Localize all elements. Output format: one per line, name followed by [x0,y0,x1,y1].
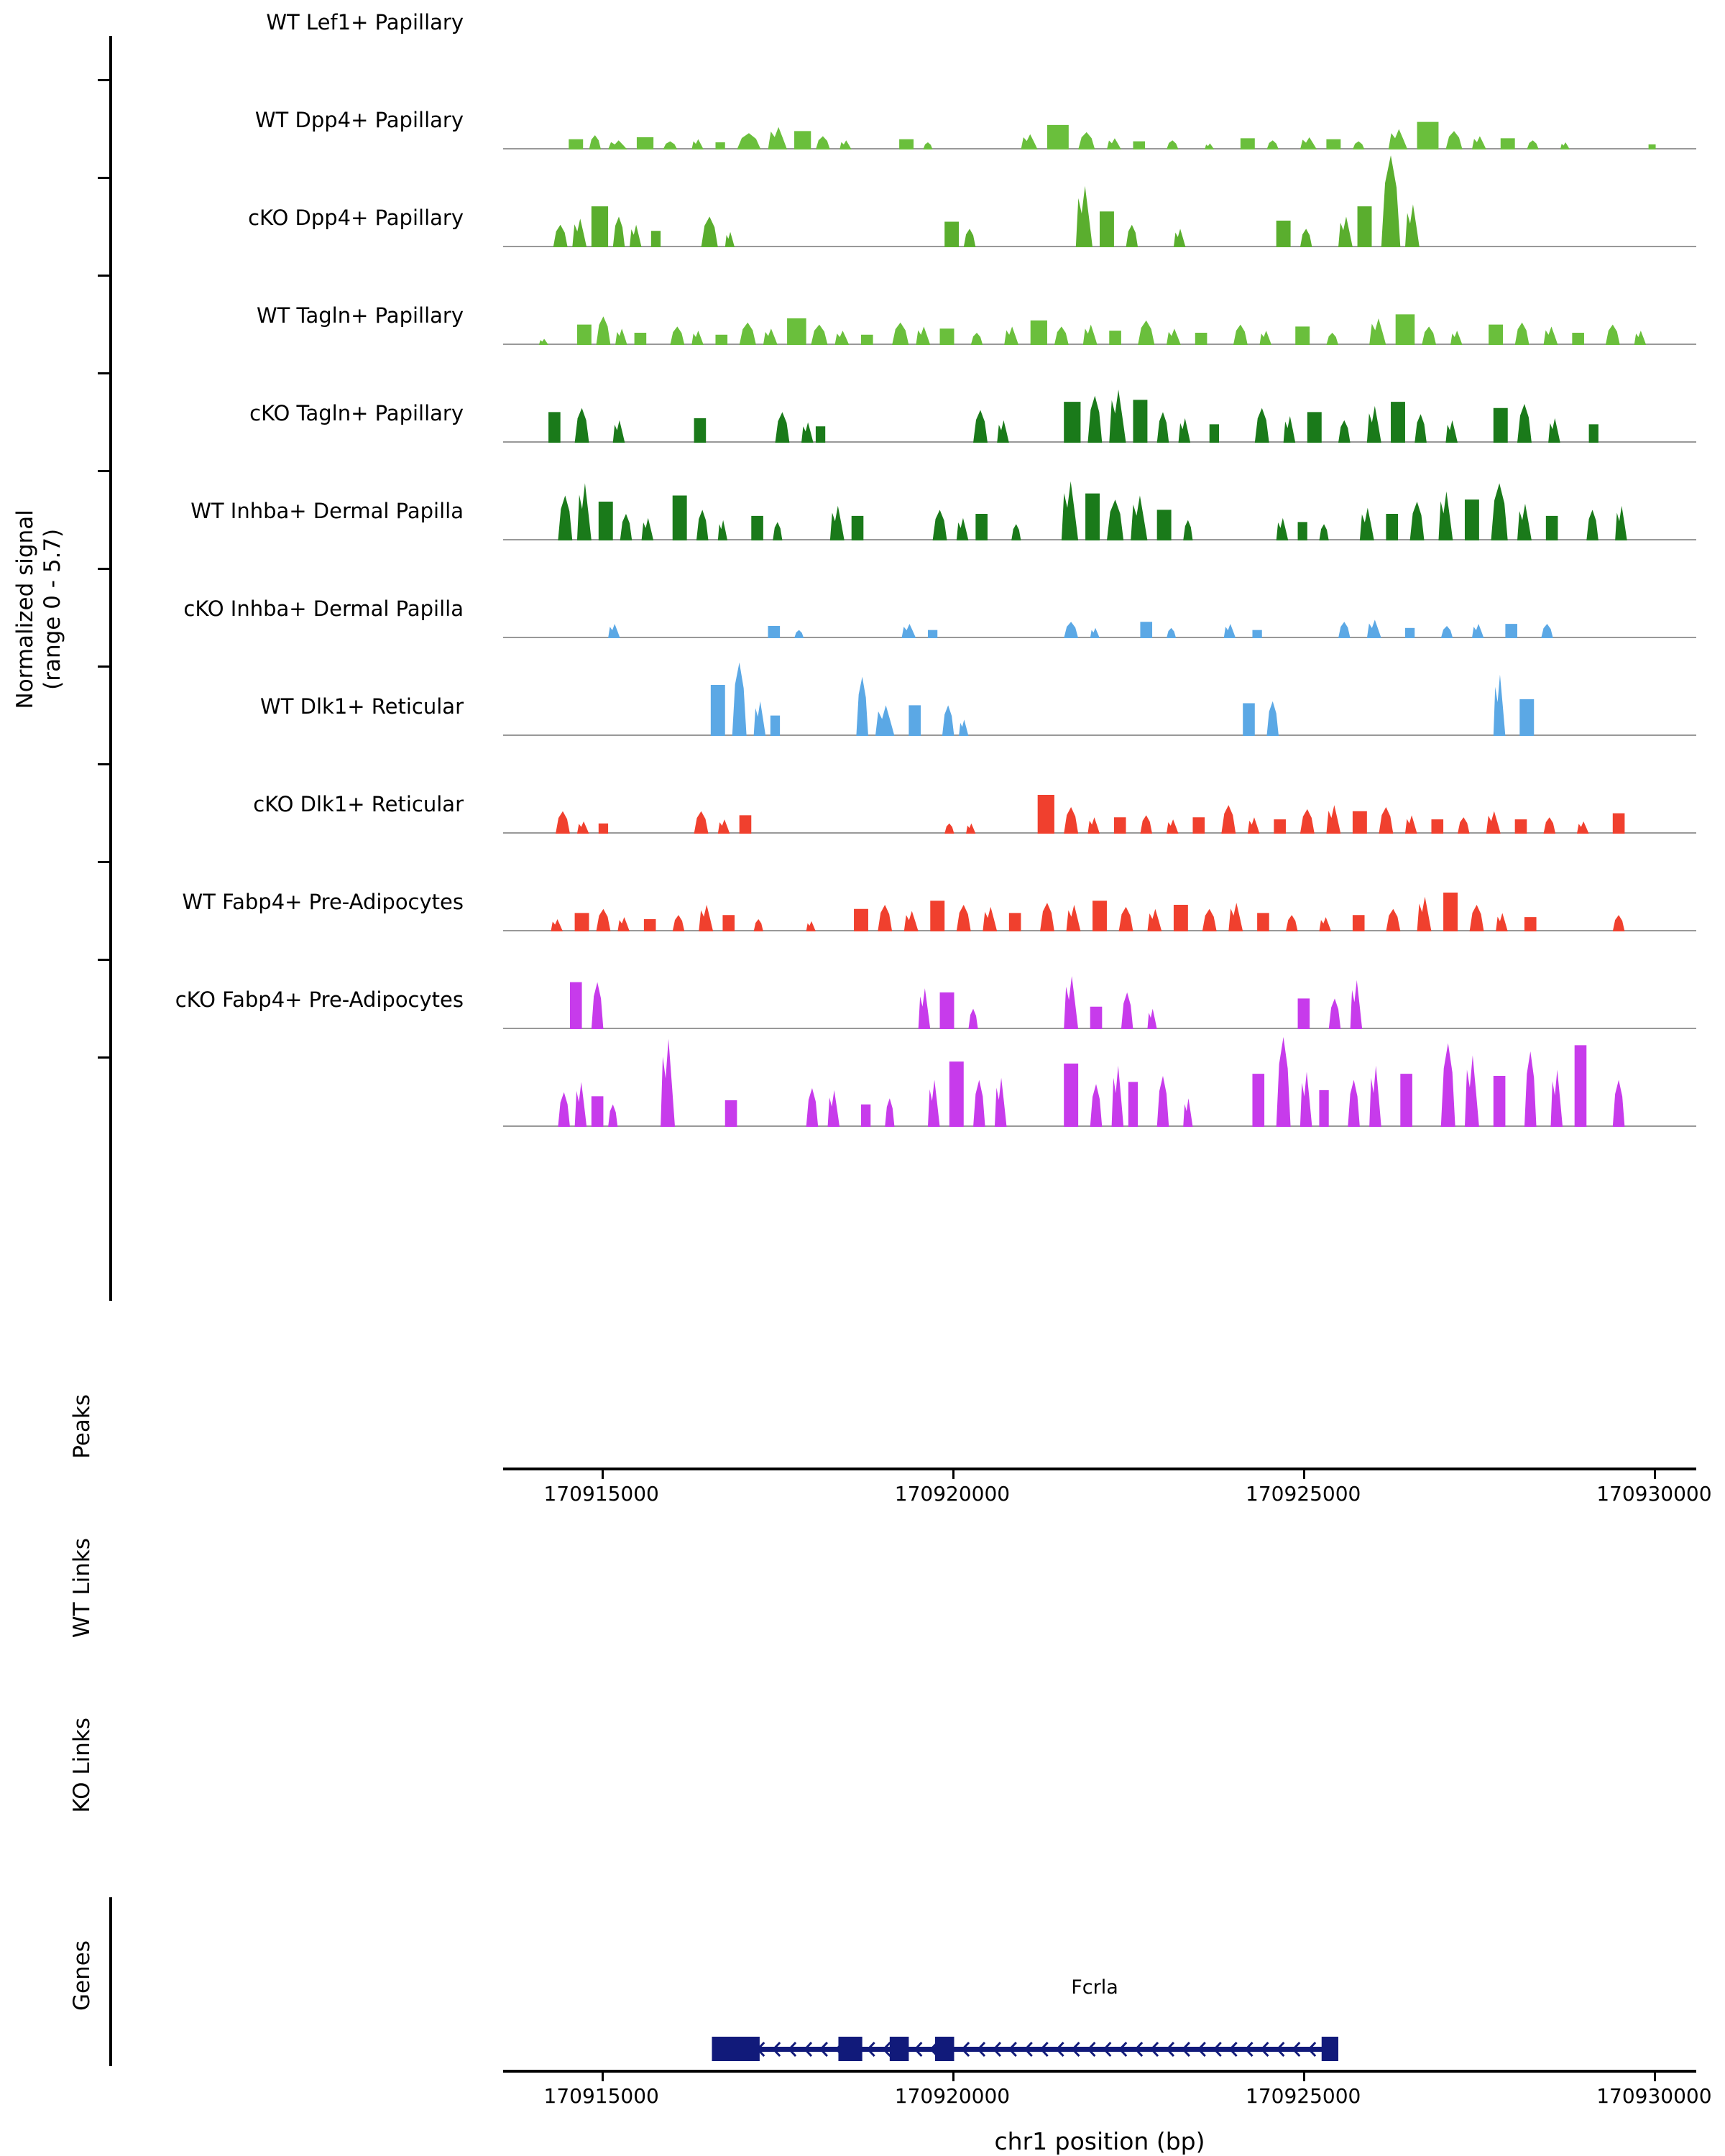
track-label: WT Fabp4+ Pre-Adipocytes [182,890,464,914]
x-axis-line [503,1468,1712,1506]
track-signal [503,1021,1696,1127]
x-tick-label: 170930000 [1596,1482,1712,1506]
y-axis-title-line1: Normalized signal [12,510,39,709]
track-signal [503,923,1696,1029]
track-signal [503,532,1696,638]
track-label: cKO Dlk1+ Reticular [253,792,464,816]
gene-exon [712,2037,760,2061]
x-tick-label: 170925000 [1246,1482,1361,1506]
track-signal [503,727,1696,834]
track-signal [503,239,1696,345]
track-label: cKO Fabp4+ Pre-Adipocytes [175,987,464,1012]
section-label-ko-links: KO Links [69,1718,95,1813]
track-label: WT Lef1+ Papillary [266,10,464,34]
track-signal [503,630,1696,736]
track-label: WT Tagln+ Papillary [256,303,464,328]
x-tick [602,2073,604,2081]
section-label-peaks: Peaks [69,1394,95,1459]
gene-model-svg [0,2009,1725,2096]
x-tick-label: 170925000 [1246,2084,1361,2108]
y-tick [98,372,111,374]
track-signal [503,43,1696,149]
y-tick [98,177,111,179]
y-tick [98,959,111,961]
y-tick [98,665,111,668]
track-signal [503,825,1696,931]
gene-exon [1322,2037,1338,2061]
x-tick-label: 170920000 [894,2084,1011,2108]
gene-exon [935,2037,954,2061]
track-signal [503,141,1696,247]
x-axis-line [503,2070,1712,2108]
y-tick [98,275,111,277]
y-tick [98,1056,111,1059]
gene-exon [890,2037,909,2061]
track-label: WT Dlk1+ Reticular [260,694,464,719]
track-label: cKO Dpp4+ Papillary [248,206,464,230]
x-tick [952,1470,954,1479]
x-tick [1654,1470,1656,1479]
x-tick-label: 170920000 [894,1482,1011,1506]
track-signal [503,434,1696,540]
track-label: cKO Inhba+ Dermal Papilla [183,596,464,621]
track-label: WT Inhba+ Dermal Papilla [190,499,464,523]
x-axis-title: chr1 position (bp) [994,2127,1205,2155]
x-tick-label: 170915000 [543,2084,659,2108]
track-label: WT Dpp4+ Papillary [254,108,464,132]
y-tick [98,470,111,472]
y-tick [98,79,111,81]
y-tick [98,763,111,765]
x-tick [1303,2073,1305,2081]
section-label-genes: Genes [69,1940,95,2011]
track-signal [503,336,1696,443]
y-tick [98,861,111,863]
section-label-wt-links: WT Links [69,1538,95,1639]
gene-label: Fcrla [1071,1976,1118,1999]
x-tick-label: 170915000 [543,1482,659,1506]
y-tick [98,568,111,570]
signal-track [175,987,1696,1127]
y-axis-title-line2: (range 0 - 5.7) [40,528,65,690]
genes-panel [0,1869,1725,2156]
x-tick [1303,1470,1305,1479]
x-tick [1654,2073,1656,2081]
x-tick [602,1470,604,1479]
track-label: cKO Tagln+ Papillary [249,401,464,425]
x-tick [952,2073,954,2081]
gene-exon [838,2037,862,2061]
x-tick-label: 170930000 [1596,2084,1712,2108]
